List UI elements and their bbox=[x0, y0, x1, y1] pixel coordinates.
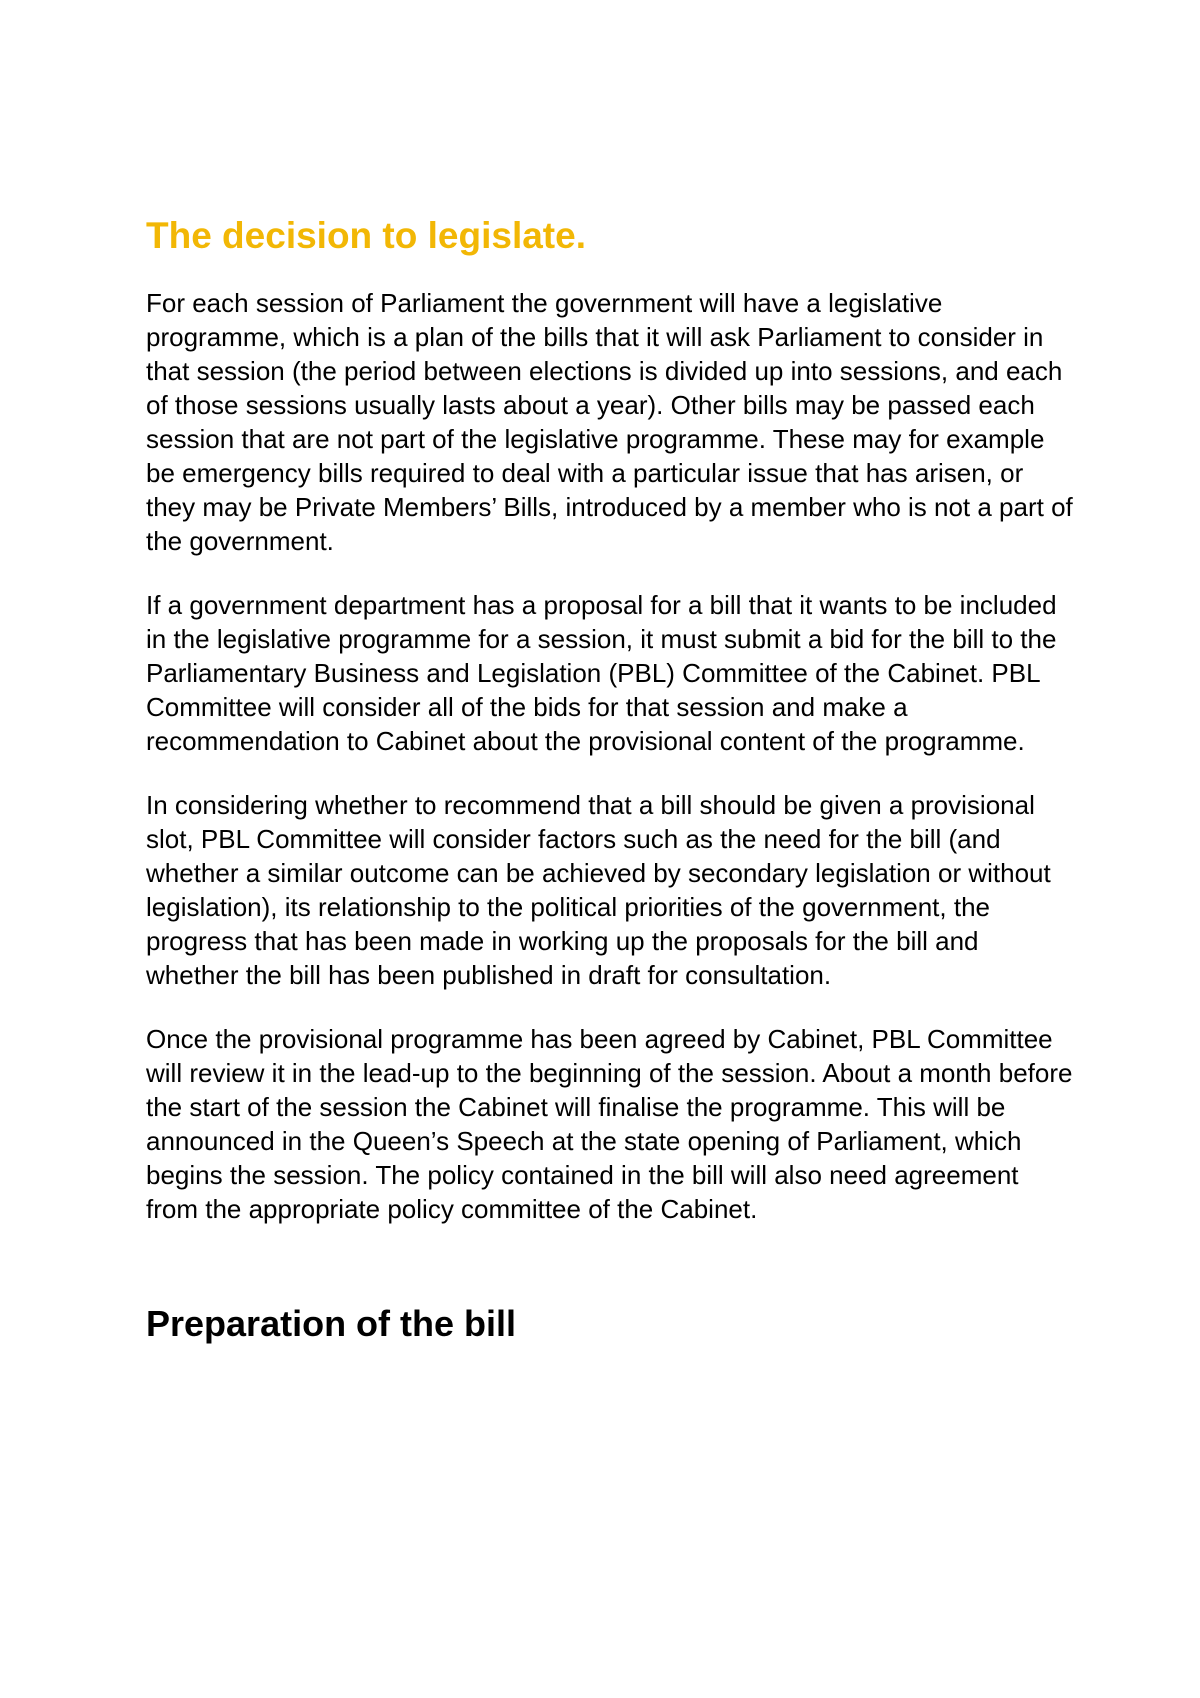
paragraph-queens-speech: Once the provisional programme has been agreed by Cabinet, PBL Committee will review it in the lead-up to the beginning of the session. About a month before the start of the session the Cabinet will finalise the programme. This will be announced in the Queen’s Speech at the state opening of Parliament, which begins the session. The policy contained in the bill will also need agreement from the appropriate policy committee of the Cabinet. bbox=[146, 1024, 1073, 1224]
paragraph-legislative-programme: For each session of Parliament the government will have a legislative programme, which is a plan of the bills that it will ask Parliament to consider in that session (the period between elections is divided up into sessions, and each of those sessions usually lasts about a year). Other bills may be passed each session that are not part of the legislative programme. These may for example be emergency bills required to deal with a particular issue that has arisen, or they may be Private Members’ Bills, introduced by a member who is not a part of the government. bbox=[146, 288, 1073, 556]
section-heading-decision: The decision to legislate. bbox=[146, 215, 586, 256]
paragraph-provisional-slot: In considering whether to recommend that a bill should be given a provisional slot, PBL Committee will consider factors such as the need for the bill (and whether a similar outcome can be achieved by secondary legislation or without legislation), its relationship to the political priorities of the government, the progress that has been made in working up the proposals for the bill and whether the bill has been published in draft for consultation. bbox=[146, 790, 1051, 990]
section-heading-preparation: Preparation of the bill bbox=[146, 1303, 517, 1344]
paragraph-pbl-bid: If a government department has a proposal for a bill that it wants to be included in the legislative programme for a session, it must submit a bid for the bill to the Parliamentary Business and Legislation (PBL) Committee of the Cabinet. PBL Committee will consider all of the bids for that session and make a recommendation to Cabinet about the provisional content of the programme. bbox=[146, 590, 1057, 756]
document-page bbox=[146, 214, 1076, 1346]
